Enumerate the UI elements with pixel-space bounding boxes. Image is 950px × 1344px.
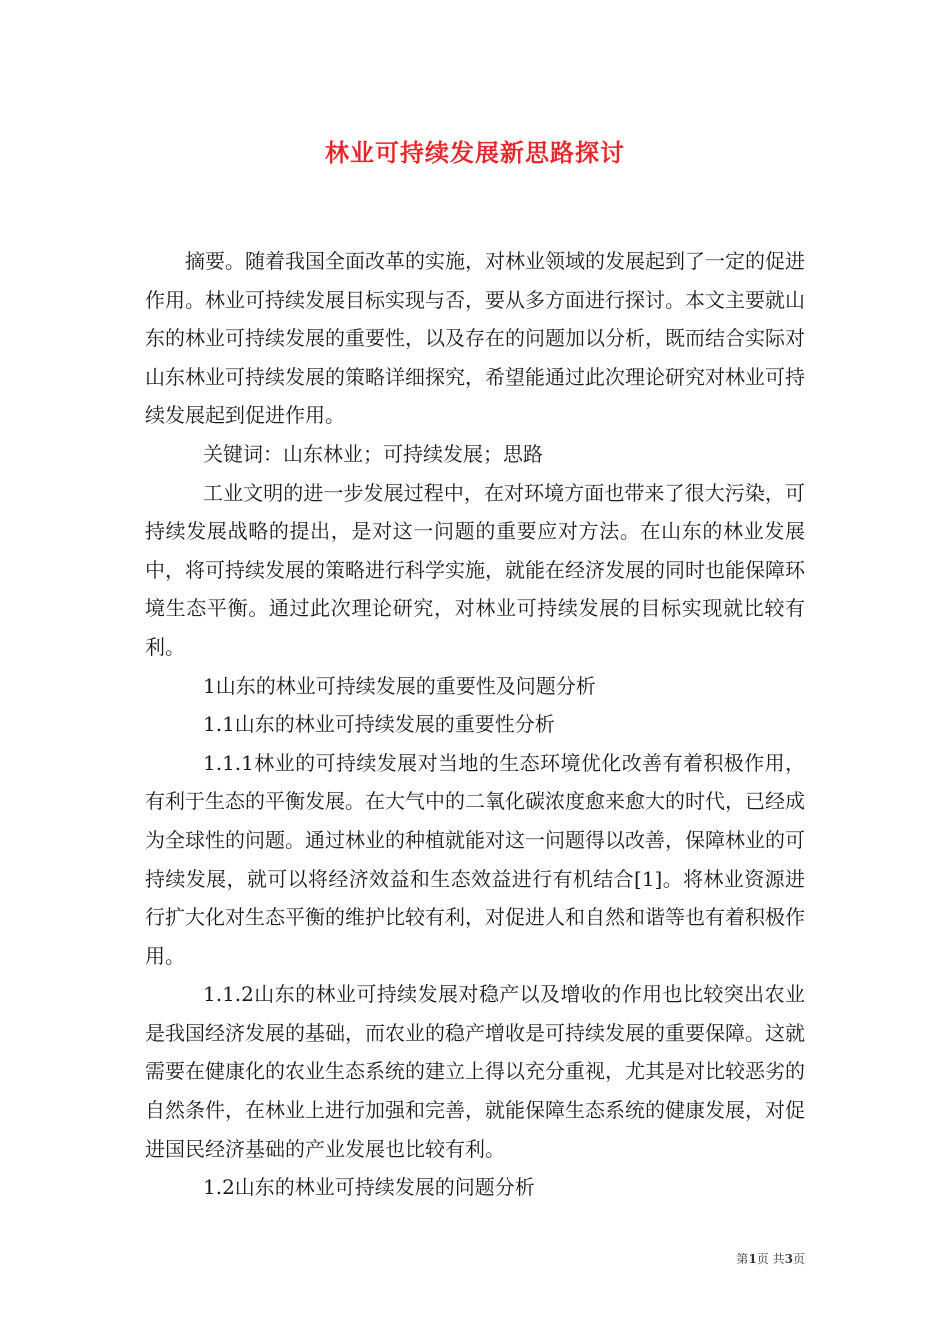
document-body	[145, 242, 805, 1207]
section-heading-1-1: 1.1山东的林业可持续发展的重要性分析	[203, 712, 555, 737]
footer-middle: 页 共	[756, 1252, 785, 1266]
footer-prefix: 第	[736, 1252, 749, 1266]
section-heading-1: 1山东的林业可持续发展的重要性及问题分析	[203, 673, 596, 698]
footer-suffix: 页	[792, 1252, 805, 1266]
page-total: 3	[784, 1252, 793, 1266]
intro-paragraph: 工业文明的进一步发展过程中，在对环境方面也带来了很大污染，可持续发展战略的提出，是对这一问题的重要应对方法。在山东的林业发展中，将可持续发展的策略进行科学实施，就能在经济发展的同时也能保障环境生态平衡。通过此次理论研究，对林业可持续发展的目标实现就比较有利。	[145, 480, 805, 659]
document-title: 林业可持续发展新思路探讨	[325, 138, 625, 167]
abstract-paragraph: 摘要。随着我国全面改革的实施，对林业领域的发展起到了一定的促进作用。林业可持续发展目标实现与否，要从多方面进行探讨。本文主要就山东的林业可持续发展的重要性，以及存在的问题加以分析，既而结合实际对山东林业可持续发展的策略详细探究，希望能通过此次理论研究对林业可持续发展起到促进作用。	[145, 249, 805, 428]
section-heading-1-2: 1.2山东的林业可持续发展的问题分析	[203, 1175, 535, 1200]
section-paragraph-1-1-2: 1.1.2山东的林业可持续发展对稳产以及增收的作用也比较突出农业是我国经济发展的基础，而农业的稳产增收是可持续发展的重要保障。这就需要在健康化的农业生态系统的建立上得以充分重视，尤其是对比较恶劣的自然条件，在林业上进行加强和完善，就能保障生态系统的健康发展，对促进国民经济基础的产业发展也比较有利。	[145, 982, 805, 1161]
keywords-paragraph: 关键词：山东林业；可持续发展；思路	[203, 441, 543, 466]
page-footer	[736, 1250, 805, 1267]
section-paragraph-1-1-1: 1.1.1林业的可持续发展对当地的生态环境优化改善有着积极作用，有利于生态的平衡发展。在大气中的二氧化碳浓度愈来愈大的时代，已经成为全球性的问题。通过林业的种植就能对这一问题得以改善，保障林业的可持续发展，就可以将经济效益和生态效益进行有机结合[1]。将林业资源进行扩大化对生态平衡的维护比较有利，对促进人和自然和谐等也有着积极作用。	[145, 750, 805, 968]
page-number: 1	[748, 1252, 757, 1266]
